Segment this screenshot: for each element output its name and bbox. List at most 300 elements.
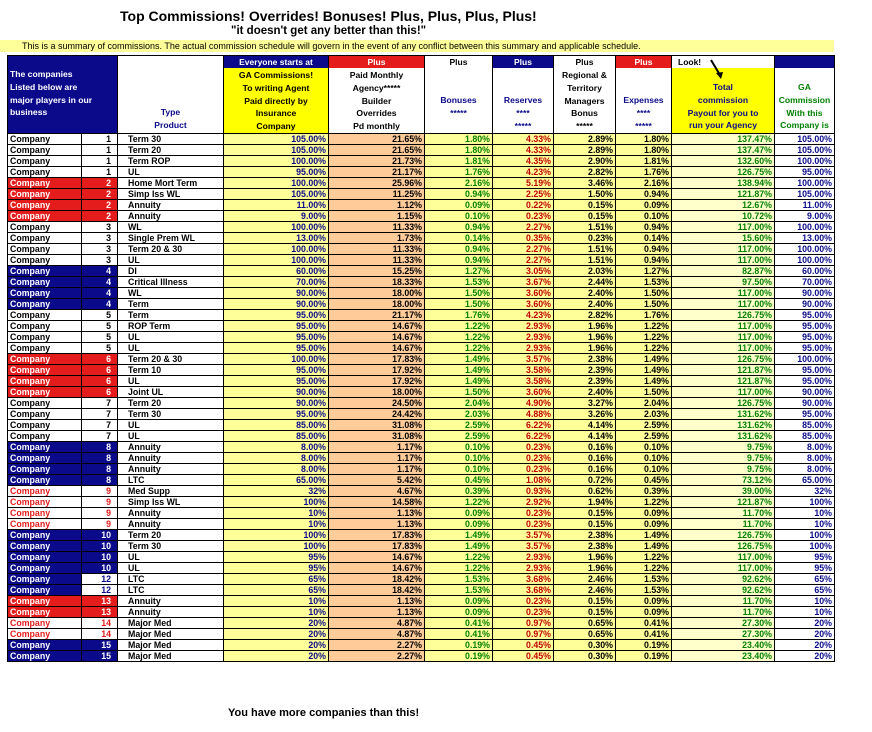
paid-monthly-cell: 2.27% [329, 639, 425, 650]
table-row [8, 320, 835, 331]
header-paid-monthly-line: Paid Monthly [349, 70, 404, 80]
ga-commission-cell: 95% [775, 562, 835, 573]
reserves-cell: 3.60% [493, 386, 554, 397]
total-cell: 97.50% [672, 276, 775, 287]
expenses-cell: 0.10% [616, 210, 672, 221]
regional-cell: 2.38% [554, 529, 616, 540]
regional-cell: 2.82% [554, 309, 616, 320]
company-number-cell: 2 [82, 199, 118, 210]
table-row [8, 397, 835, 408]
table-row [8, 573, 835, 584]
total-cell: 117.00% [672, 287, 775, 298]
ga-commission-cell: 95.00% [775, 364, 835, 375]
total-cell: 121.87% [672, 188, 775, 199]
reserves-cell: 2.25% [493, 188, 554, 199]
bonuses-cell: 1.80% [425, 144, 493, 155]
ga-start-cell: 8.00% [224, 452, 329, 463]
company-number-cell: 9 [82, 496, 118, 507]
paid-monthly-cell: 1.17% [329, 452, 425, 463]
company-name-cell: Company [8, 485, 82, 496]
arrow-down-icon [708, 58, 728, 80]
ga-commission-cell: 20% [775, 639, 835, 650]
ga-start-cell: 100% [224, 540, 329, 551]
regional-cell: 0.30% [554, 650, 616, 661]
ga-start-cell: 32% [224, 485, 329, 496]
ga-start-cell: 20% [224, 628, 329, 639]
reserves-cell: 4.33% [493, 133, 554, 144]
expenses-cell: 1.22% [616, 342, 672, 353]
table-row [8, 628, 835, 639]
reserves-cell: 6.22% [493, 419, 554, 430]
product-type-cell: Annuity [118, 518, 224, 529]
product-type-cell: Home Mort Term [118, 177, 224, 188]
ga-start-cell: 85.00% [224, 419, 329, 430]
header-total-line: Total [713, 82, 733, 92]
company-number-cell: 5 [82, 342, 118, 353]
expenses-cell: 1.22% [616, 331, 672, 342]
company-number-cell: 4 [82, 265, 118, 276]
company-name-cell: Company [8, 496, 82, 507]
reserves-cell: 3.68% [493, 573, 554, 584]
product-type-cell: Annuity [118, 452, 224, 463]
total-cell: 92.62% [672, 584, 775, 595]
company-number-cell: 5 [82, 331, 118, 342]
reserves-cell: 0.23% [493, 595, 554, 606]
ga-start-cell: 100.00% [224, 177, 329, 188]
expenses-cell: 1.80% [616, 133, 672, 144]
expenses-cell: 0.19% [616, 650, 672, 661]
expenses-cell: 0.94% [616, 243, 672, 254]
bonuses-cell: 0.41% [425, 628, 493, 639]
ga-start-cell: 85.00% [224, 430, 329, 441]
company-name-cell: Company [8, 518, 82, 529]
expenses-cell: 0.94% [616, 188, 672, 199]
regional-cell: 3.46% [554, 177, 616, 188]
table-row [8, 342, 835, 353]
header-ga-line: GA [798, 82, 811, 92]
ga-start-cell: 100.00% [224, 155, 329, 166]
company-name-cell: Company [8, 474, 82, 485]
total-cell: 117.00% [672, 254, 775, 265]
product-type-cell: Term 30 [118, 133, 224, 144]
paid-monthly-cell: 18.42% [329, 573, 425, 584]
company-number-cell: 15 [82, 639, 118, 650]
product-type-cell: WL [118, 221, 224, 232]
company-number-cell: 6 [82, 353, 118, 364]
company-name-cell: Company [8, 199, 82, 210]
ga-commission-cell: 90.00% [775, 287, 835, 298]
expenses-cell: 0.19% [616, 639, 672, 650]
product-type-cell: Term 20 [118, 144, 224, 155]
table-row [8, 375, 835, 386]
ga-start-cell: 100% [224, 529, 329, 540]
regional-cell: 0.15% [554, 199, 616, 210]
paid-monthly-cell: 14.67% [329, 562, 425, 573]
paid-monthly-cell: 21.65% [329, 133, 425, 144]
bonuses-cell: 1.22% [425, 342, 493, 353]
company-name-cell: Company [8, 584, 82, 595]
ga-commission-cell: 20% [775, 628, 835, 639]
ga-start-cell: 100.00% [224, 353, 329, 364]
ga-commission-cell: 100.00% [775, 177, 835, 188]
reserves-cell: 3.58% [493, 364, 554, 375]
product-type-cell: DI [118, 265, 224, 276]
table-row [8, 232, 835, 243]
product-type-cell: LTC [118, 584, 224, 595]
product-type-cell: UL [118, 419, 224, 430]
company-name-cell: Company [8, 419, 82, 430]
ga-commission-cell: 100% [775, 540, 835, 551]
header-type-line: Type [160, 107, 181, 117]
company-number-cell: 3 [82, 254, 118, 265]
total-cell: 138.94% [672, 177, 775, 188]
page-title: Top Commissions! Overrides! Bonuses! Plus, Plus, Plus, Plus! [120, 8, 537, 24]
product-type-cell: Single Prem WL [118, 232, 224, 243]
reserves-cell: 0.97% [493, 628, 554, 639]
regional-cell: 0.16% [554, 441, 616, 452]
ga-start-cell: 90.00% [224, 386, 329, 397]
paid-monthly-cell: 1.15% [329, 210, 425, 221]
ga-start-cell: 10% [224, 518, 329, 529]
reserves-cell: 2.92% [493, 496, 554, 507]
total-cell: 117.00% [672, 342, 775, 353]
expenses-cell: 0.41% [616, 628, 672, 639]
paid-monthly-cell: 4.87% [329, 628, 425, 639]
bonuses-cell: 0.09% [425, 606, 493, 617]
bonuses-cell: 1.49% [425, 364, 493, 375]
product-type-cell: Term 20 & 30 [118, 243, 224, 254]
paid-monthly-cell: 21.65% [329, 144, 425, 155]
company-name-cell: Company [8, 342, 82, 353]
ga-start-cell: 11.00% [224, 199, 329, 210]
reserves-cell: 2.27% [493, 243, 554, 254]
regional-cell: 4.14% [554, 419, 616, 430]
regional-cell: 1.94% [554, 496, 616, 507]
company-number-cell: 9 [82, 507, 118, 518]
header-companies-line: major players in our [10, 94, 93, 105]
table-row [8, 188, 835, 199]
product-type-cell: LTC [118, 474, 224, 485]
reserves-cell: 0.45% [493, 639, 554, 650]
paid-monthly-cell: 31.08% [329, 430, 425, 441]
table-row [8, 298, 835, 309]
regional-cell: 1.96% [554, 562, 616, 573]
paid-monthly-cell: 1.17% [329, 441, 425, 452]
product-type-cell: Term 20 [118, 397, 224, 408]
header-paid-monthly-line: Overrides [356, 108, 397, 119]
company-name-cell: Company [8, 353, 82, 364]
product-type-cell: Major Med [118, 617, 224, 628]
table-row [8, 551, 835, 562]
reserves-cell: 0.35% [493, 232, 554, 243]
ga-start-cell: 10% [224, 595, 329, 606]
total-cell: 131.62% [672, 419, 775, 430]
paid-monthly-cell: 18.00% [329, 386, 425, 397]
ga-commission-cell: 11.00% [775, 199, 835, 210]
ga-commission-cell: 95.00% [775, 342, 835, 353]
ga-commission-cell: 65% [775, 584, 835, 595]
table-row [8, 562, 835, 573]
total-cell: 27.30% [672, 617, 775, 628]
ga-commission-cell: 105.00% [775, 133, 835, 144]
header-everyone-line: Insurance [255, 108, 297, 119]
reserves-cell: 4.23% [493, 166, 554, 177]
ga-start-cell: 105.00% [224, 133, 329, 144]
header-regional-line: Bonus [571, 108, 598, 119]
total-cell: 92.62% [672, 573, 775, 584]
product-type-cell: Major Med [118, 628, 224, 639]
total-cell: 11.70% [672, 595, 775, 606]
header-reserves: Plus Reserves **** ***** [493, 56, 554, 134]
header-regional: Plus Regional & Territory Managers Bonus ***** [554, 56, 616, 134]
header-reserves-line: ***** [514, 120, 532, 131]
reserves-cell: 0.23% [493, 507, 554, 518]
total-cell: 117.00% [672, 331, 775, 342]
regional-cell: 0.72% [554, 474, 616, 485]
bonuses-cell: 0.10% [425, 441, 493, 452]
company-name-cell: Company [8, 188, 82, 199]
expenses-cell: 0.09% [616, 595, 672, 606]
company-name-cell: Company [8, 617, 82, 628]
product-type-cell: Term [118, 298, 224, 309]
ga-commission-cell: 95.00% [775, 320, 835, 331]
header-everyone-line: GA Commissions! [238, 70, 314, 80]
expenses-cell: 1.49% [616, 353, 672, 364]
reserves-cell: 0.23% [493, 463, 554, 474]
bonuses-cell: 2.59% [425, 419, 493, 430]
total-cell: 39.00% [672, 485, 775, 496]
product-type-cell: Term 30 [118, 408, 224, 419]
expenses-cell: 1.53% [616, 276, 672, 287]
table-row [8, 518, 835, 529]
paid-monthly-cell: 17.92% [329, 375, 425, 386]
ga-commission-cell: 70.00% [775, 276, 835, 287]
table-row [8, 276, 835, 287]
reserves-cell: 4.90% [493, 397, 554, 408]
company-number-cell: 14 [82, 628, 118, 639]
expenses-cell: 1.53% [616, 584, 672, 595]
regional-cell: 0.30% [554, 639, 616, 650]
ga-start-cell: 95% [224, 562, 329, 573]
bonuses-cell: 1.22% [425, 562, 493, 573]
header-reserves-line: **** [516, 107, 530, 118]
regional-cell: 0.15% [554, 507, 616, 518]
total-cell: 73.12% [672, 474, 775, 485]
expenses-cell: 1.80% [616, 144, 672, 155]
table-row [8, 144, 835, 155]
company-number-cell: 8 [82, 463, 118, 474]
company-name-cell: Company [8, 166, 82, 177]
total-cell: 117.00% [672, 320, 775, 331]
ga-commission-cell: 20% [775, 650, 835, 661]
header-expenses-line: Expenses [623, 95, 664, 105]
expenses-cell: 1.49% [616, 375, 672, 386]
product-type-cell: Annuity [118, 507, 224, 518]
total-cell: 132.60% [672, 155, 775, 166]
reserves-cell: 0.23% [493, 518, 554, 529]
ga-commission-cell: 13.00% [775, 232, 835, 243]
bonuses-cell: 1.53% [425, 573, 493, 584]
header-paid-monthly-line: Agency***** [352, 82, 401, 93]
company-name-cell: Company [8, 606, 82, 617]
product-type-cell: Term 30 [118, 540, 224, 551]
company-number-cell: 1 [82, 133, 118, 144]
company-name-cell: Company [8, 529, 82, 540]
header-everyone: Everyone starts at GA Commissions! To writing Agent Paid directly by Insurance Company [224, 56, 329, 134]
table-row [8, 287, 835, 298]
table-row [8, 177, 835, 188]
ga-start-cell: 65% [224, 584, 329, 595]
expenses-cell: 0.09% [616, 507, 672, 518]
bonuses-cell: 1.27% [425, 265, 493, 276]
company-name-cell: Company [8, 441, 82, 452]
reserves-cell: 4.33% [493, 144, 554, 155]
reserves-cell: 3.57% [493, 353, 554, 364]
header-everyone-line: Company [256, 121, 296, 132]
total-cell: 121.87% [672, 375, 775, 386]
header-bonuses: Plus Bonuses ***** [425, 56, 493, 134]
company-name-cell: Company [8, 397, 82, 408]
header-total-line: run your Agency [689, 120, 757, 131]
company-name-cell: Company [8, 177, 82, 188]
header-expenses-line: ***** [635, 120, 652, 131]
reserves-cell: 2.93% [493, 551, 554, 562]
reserves-cell: 0.45% [493, 650, 554, 661]
ga-commission-cell: 100.00% [775, 155, 835, 166]
total-cell: 10.72% [672, 210, 775, 221]
paid-monthly-cell: 11.25% [329, 188, 425, 199]
product-type-cell: Critical Illness [118, 276, 224, 287]
company-name-cell: Company [8, 331, 82, 342]
ga-commission-cell: 10% [775, 518, 835, 529]
bonuses-cell: 1.22% [425, 331, 493, 342]
table-row [8, 529, 835, 540]
paid-monthly-cell: 24.50% [329, 397, 425, 408]
ga-start-cell: 70.00% [224, 276, 329, 287]
ga-start-cell: 95.00% [224, 166, 329, 177]
ga-start-cell: 10% [224, 606, 329, 617]
table-row [8, 452, 835, 463]
table-row [8, 265, 835, 276]
table-row [8, 353, 835, 364]
paid-monthly-cell: 1.13% [329, 606, 425, 617]
product-type-cell: Simp Iss WL [118, 188, 224, 199]
company-number-cell: 2 [82, 188, 118, 199]
bonuses-cell: 1.22% [425, 496, 493, 507]
regional-cell: 0.15% [554, 595, 616, 606]
paid-monthly-cell: 21.17% [329, 166, 425, 177]
table-row [8, 221, 835, 232]
paid-monthly-cell: 18.33% [329, 276, 425, 287]
table-row [8, 155, 835, 166]
company-name-cell: Company [8, 232, 82, 243]
company-name-cell: Company [8, 254, 82, 265]
company-number-cell: 7 [82, 419, 118, 430]
company-name-cell: Company [8, 551, 82, 562]
total-cell: 131.62% [672, 408, 775, 419]
product-type-cell: UL [118, 375, 224, 386]
bonuses-cell: 1.49% [425, 353, 493, 364]
table-row [8, 331, 835, 342]
ga-start-cell: 65% [224, 573, 329, 584]
total-cell: 137.47% [672, 144, 775, 155]
total-cell: 121.87% [672, 496, 775, 507]
product-type-cell: Annuity [118, 210, 224, 221]
regional-cell: 1.96% [554, 342, 616, 353]
total-cell: 126.75% [672, 166, 775, 177]
paid-monthly-cell: 1.13% [329, 595, 425, 606]
ga-start-cell: 95% [224, 551, 329, 562]
ga-commission-cell: 10% [775, 507, 835, 518]
paid-monthly-cell: 11.33% [329, 243, 425, 254]
bonuses-cell: 0.09% [425, 199, 493, 210]
regional-cell: 2.46% [554, 584, 616, 595]
bonuses-cell: 1.50% [425, 386, 493, 397]
reserves-cell: 4.35% [493, 155, 554, 166]
reserves-cell: 2.93% [493, 562, 554, 573]
expenses-cell: 1.22% [616, 496, 672, 507]
bonuses-cell: 0.19% [425, 650, 493, 661]
bonuses-cell: 0.94% [425, 254, 493, 265]
bonuses-cell: 1.49% [425, 540, 493, 551]
header-regional-line: Territory [567, 82, 602, 93]
regional-cell: 2.40% [554, 287, 616, 298]
header-ga [775, 56, 835, 134]
regional-cell: 1.96% [554, 320, 616, 331]
total-cell: 117.00% [672, 221, 775, 232]
expenses-cell: 0.41% [616, 617, 672, 628]
bonuses-cell: 0.94% [425, 221, 493, 232]
reserves-cell: 3.57% [493, 540, 554, 551]
regional-cell: 0.16% [554, 452, 616, 463]
reserves-cell: 6.22% [493, 430, 554, 441]
bonuses-cell: 2.59% [425, 430, 493, 441]
expenses-cell: 0.45% [616, 474, 672, 485]
ga-commission-cell: 9.00% [775, 210, 835, 221]
header-everyone-line: To writing Agent [242, 82, 310, 93]
company-name-cell: Company [8, 463, 82, 474]
table-row [8, 309, 835, 320]
header-total-line: commission [697, 94, 749, 105]
table-row [8, 485, 835, 496]
product-type-cell: UL [118, 551, 224, 562]
regional-cell: 3.27% [554, 397, 616, 408]
total-cell: 9.75% [672, 463, 775, 474]
ga-start-cell: 95.00% [224, 375, 329, 386]
company-number-cell: 2 [82, 210, 118, 221]
expenses-cell: 1.49% [616, 364, 672, 375]
ga-commission-cell: 60.00% [775, 265, 835, 276]
ga-start-cell: 10% [224, 507, 329, 518]
expenses-cell: 1.27% [616, 265, 672, 276]
table-row [8, 243, 835, 254]
company-name-cell: Company [8, 639, 82, 650]
ga-commission-cell: 10% [775, 595, 835, 606]
paid-monthly-cell: 11.33% [329, 221, 425, 232]
company-name-cell: Company [8, 540, 82, 551]
paid-monthly-cell: 2.27% [329, 650, 425, 661]
company-name-cell: Company [8, 210, 82, 221]
paid-monthly-cell: 18.42% [329, 584, 425, 595]
reserves-cell: 5.19% [493, 177, 554, 188]
ga-commission-cell: 90.00% [775, 298, 835, 309]
table-row [8, 584, 835, 595]
product-type-cell: LTC [118, 573, 224, 584]
regional-cell: 0.15% [554, 210, 616, 221]
reserves-cell: 3.57% [493, 529, 554, 540]
ga-commission-cell: 95.00% [775, 408, 835, 419]
regional-cell: 0.65% [554, 617, 616, 628]
